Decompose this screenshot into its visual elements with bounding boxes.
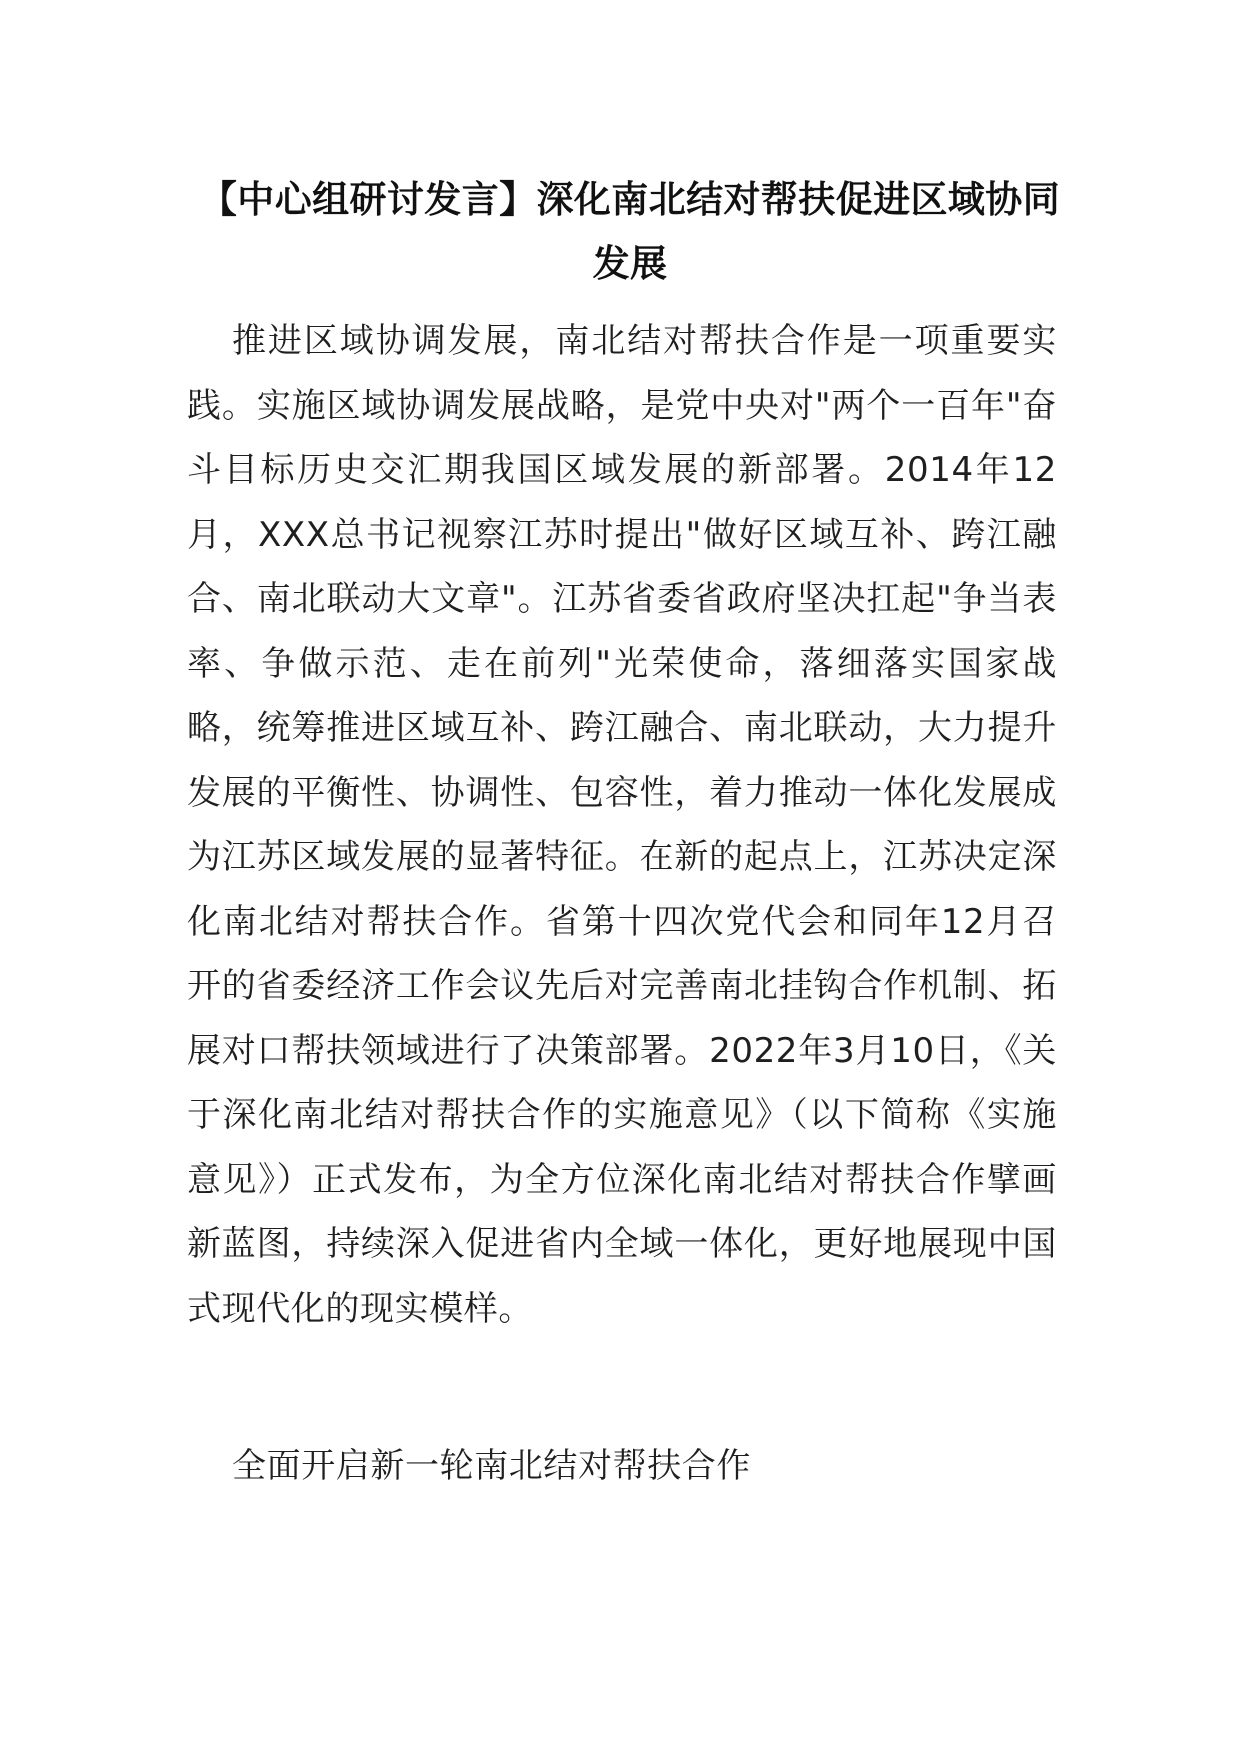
body-paragraph: 推进区域协调发展，南北结对帮扶合作是一项重要实践。实施区域协调发展战略，是党中央对"两个一百年"奋斗目标历史交汇期我国区域发展的新部署。2014年12月，XXX总书记视察江苏时提出"做好区域互补、跨江融合、南北联动大文章"。江苏省委省政府坚决扛起"争当表率、争做示范、走在前列"光荣使命，落细落实国家战略，统筹推进区域互补、跨江融合、南北联动，大力提升发展的平衡性、协调性、包容性，着力推动一体化发展成为江苏区域发展的显著特征。在新的起点上，江苏决定深化南北结对帮扶合作。省第十四次党代会和同年12月召开的省委经济工作会议先后对完善南北挂钩合作机制、拓展对口帮扶领域进行了决策部署。2022年3月10日，《关于深化南北结对帮扶合作的实施意见》（以下简称《实施意见》）正式发布，为全方位深化南北结对帮扶合作擘画新蓝图，持续深入促进省内全域一体化，更好地展现中国式现代化的现实模样。 <box>187 321 1057 1329</box>
document-title: 【中心组研讨发言】深化南北结对帮扶促进区域协同发展 <box>199 178 1061 285</box>
section-heading-paragraph: 全面开启新一轮南北结对帮扶合作 <box>232 1446 751 1486</box>
